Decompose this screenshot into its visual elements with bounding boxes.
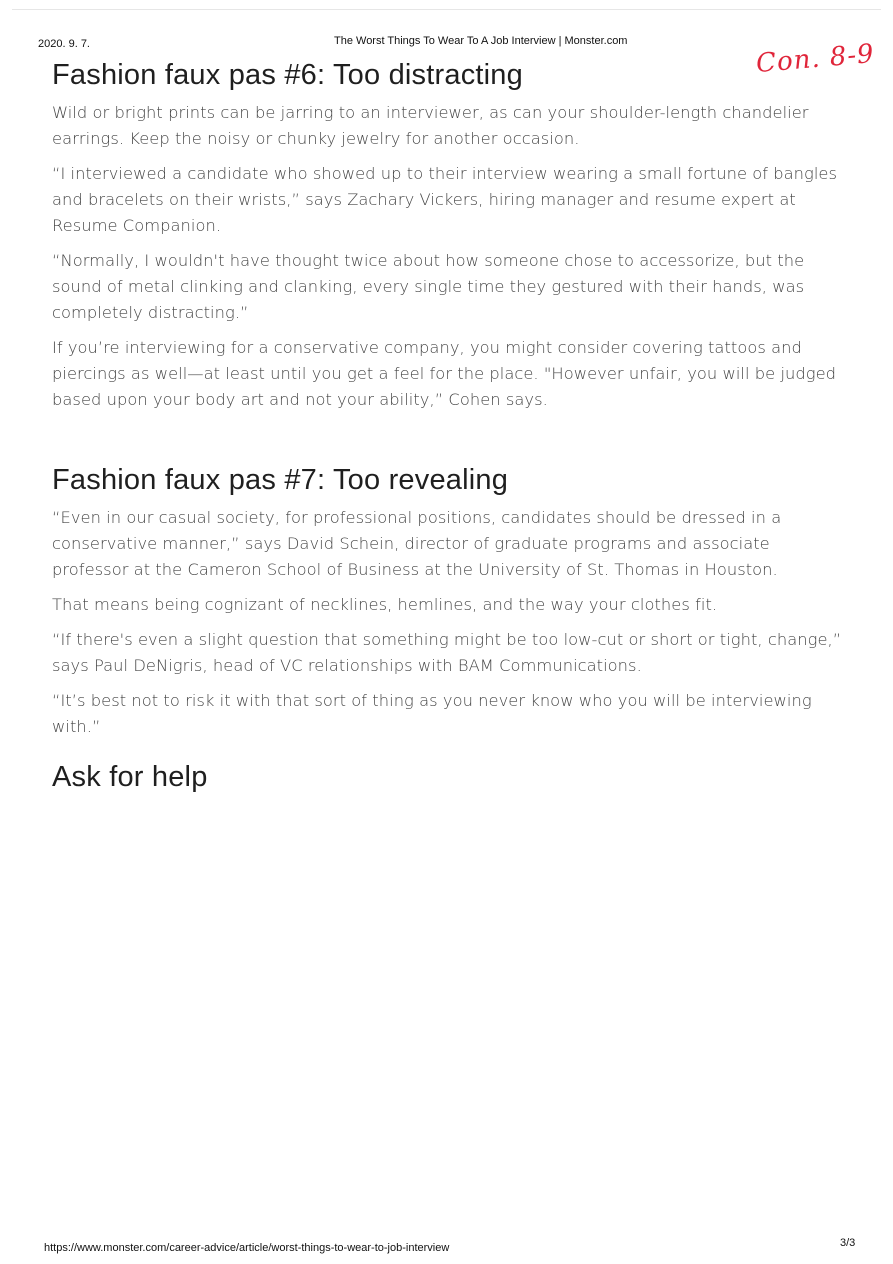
paragraph: “I interviewed a candidate who showed up to their interview wearing a small fortune of bangles and bracelets on their wrists,” says Zachary Vickers, hiring manager and resume expert at Resume Companion.	[52, 164, 838, 235]
print-page-title: The Worst Things To Wear To A Job Interview | Monster.com	[334, 35, 628, 47]
article-section-7	[52, 463, 842, 749]
section-heading: Ask for help	[52, 761, 208, 793]
paragraph: If you’re interviewing for a conservative company, you might consider covering tattoos and piercings as well—at least until you get a feel for the place. "However unfair, you will be judged based upon your body art and not your ability,” Cohen says.	[52, 338, 837, 409]
article-section-ask-for-help	[52, 760, 842, 802]
handwritten-annotation: Con. 8-9	[754, 38, 876, 80]
section-heading: Fashion faux pas #7: Too revealing	[52, 464, 509, 496]
paragraph: Wild or bright prints can be jarring to an interviewer, as can your shoulder-length chandelier earrings. Keep the noisy or chunky jewelry for another occasion.	[52, 103, 809, 148]
page-number: 3/3	[840, 1237, 856, 1249]
paragraph: “Even in our casual society, for professional positions, candidates should be dressed in a conservative manner,” says David Schein, director of graduate programs and associate professor at the Cameron School of Business at the University of St. Thomas in Houston.	[52, 508, 782, 579]
section-heading: Fashion faux pas #6: Too distracting	[52, 59, 523, 91]
paragraph: That means being cognizant of necklines, hemlines, and the way your clothes fit.	[52, 595, 718, 614]
paragraph: “It’s best not to risk it with that sort of thing as you never know who you will be interviewing with.”	[52, 691, 812, 736]
print-date: 2020. 9. 7.	[38, 38, 90, 50]
article-section-6	[52, 58, 842, 422]
paragraph: “If there's even a slight question that something might be too low-cut or short or tight, change,” says Paul DeNigris, head of VC relationships with BAM Communications.	[52, 630, 842, 675]
page-top-rule	[12, 9, 881, 10]
paragraph: “Normally, I wouldn't have thought twice about how someone chose to accessorize, but the sound of metal clinking and clanking, every single time they gestured with their hands, was completely distracting.”	[52, 251, 805, 322]
print-url: https://www.monster.com/career-advice/article/worst-things-to-wear-to-job-interview	[44, 1242, 450, 1254]
